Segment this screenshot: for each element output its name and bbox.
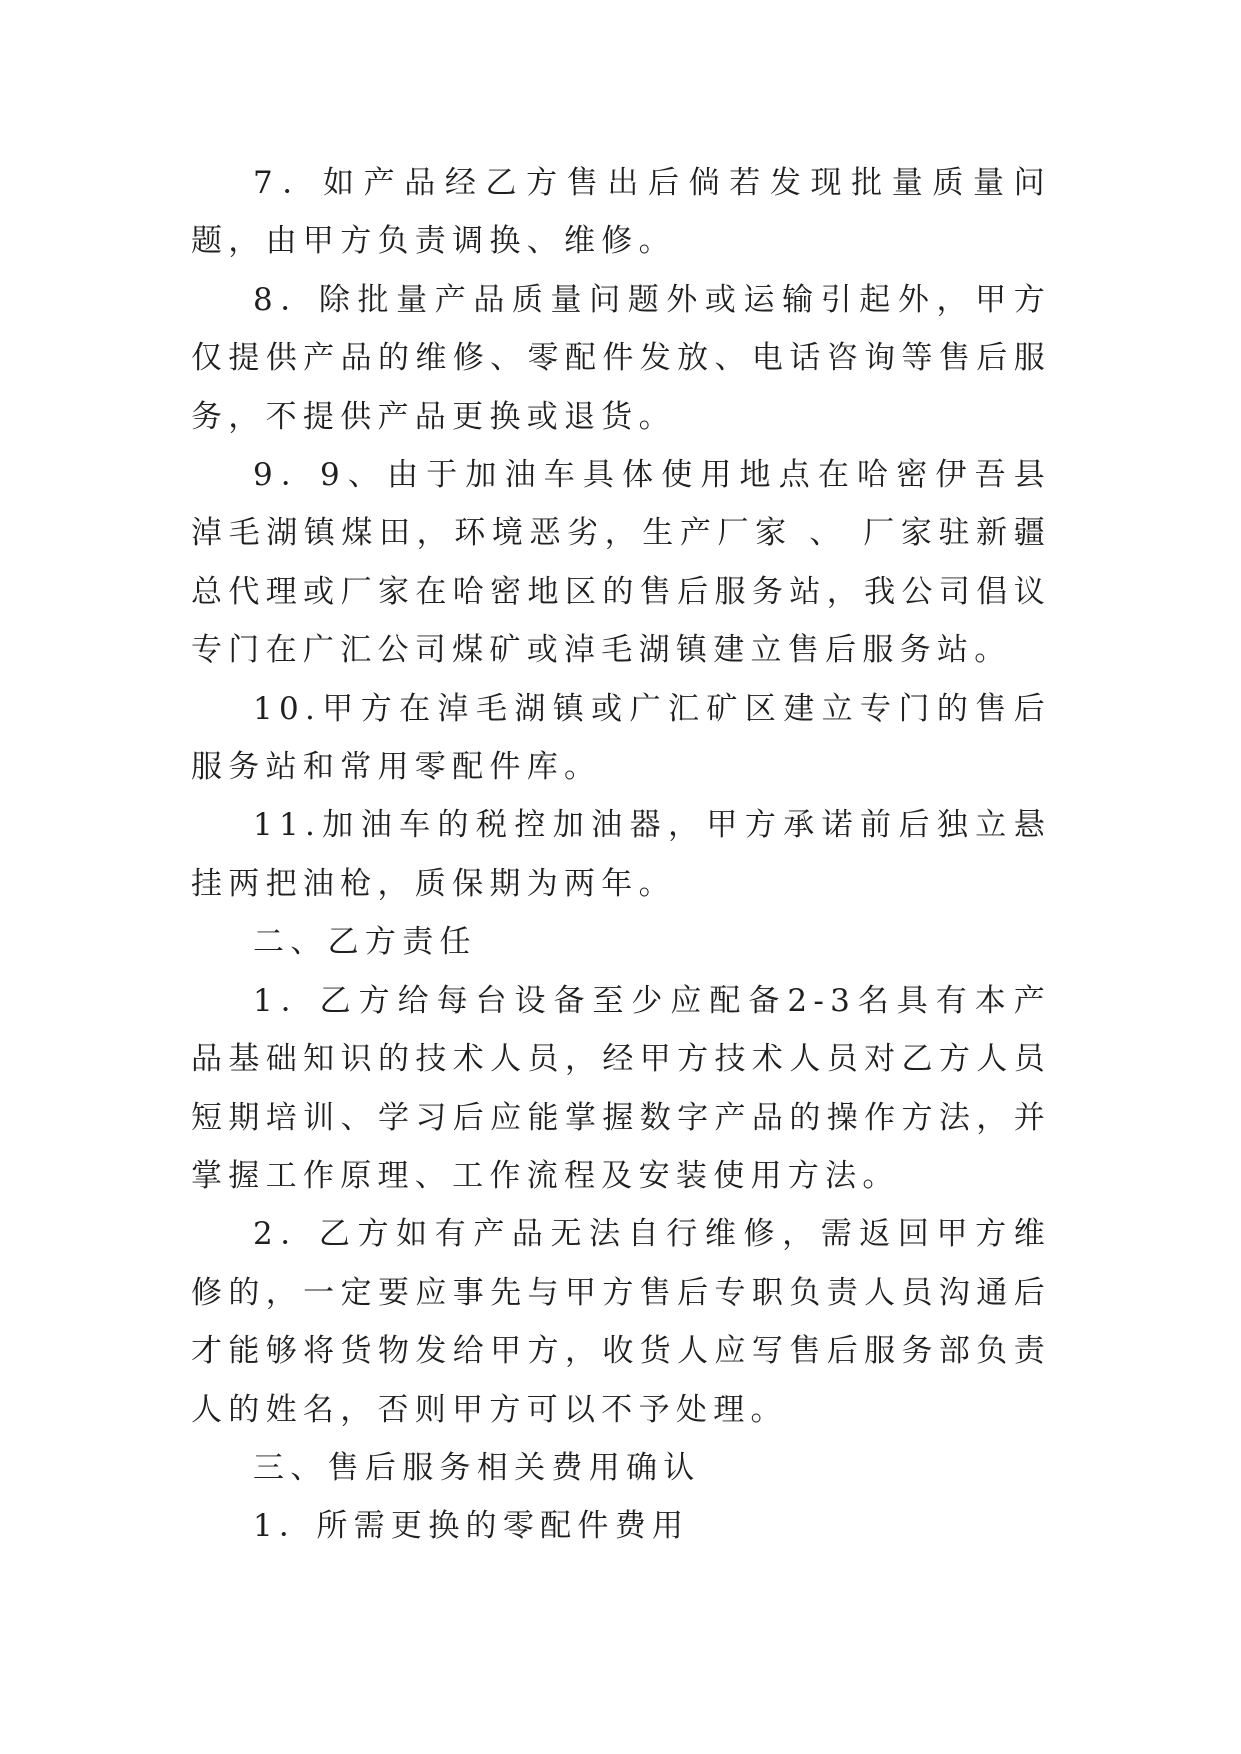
section-heading-party-b: 二、乙方责任	[253, 924, 477, 961]
party-b-clause-1: 1．乙方给每台设备至少应配备2-3名具有本产品基础知识的技术人员，经甲方技术人员对乙方人员短期培训、学习后应能掌握数字产品的操作方法，并掌握工作原理、工作流程及安装使用方法。	[191, 982, 1051, 1194]
document-body	[191, 154, 1051, 1556]
clause-10: 10.甲方在淖毛湖镇或广汇矿区建立专门的售后服务站和常用零配件库。	[191, 690, 1051, 786]
clause-8: 8．除批量产品质量问题外或运输引起外，甲方仅提供产品的维修、零配件发放、电话咨询等售后服务，不提供产品更换或退货。	[191, 281, 1051, 435]
clause-11: 11.加油车的税控加油器，甲方承诺前后独立悬挂两把油枪，质保期为两年。	[191, 807, 1051, 902]
section-heading-fees: 三、售后服务相关费用确认	[253, 1449, 701, 1486]
fees-clause-1: 1．所需更换的零配件费用	[253, 1508, 690, 1545]
party-b-clause-2: 2．乙方如有产品无法自行维修，需返回甲方维修的，一定要应事先与甲方售后专职负责人员沟通后才能够将货物发给甲方，收货人应写售后服务部负责人的姓名，否则甲方可以不予处理。	[191, 1216, 1051, 1428]
clause-7: 7．如产品经乙方售出后倘若发现批量质量问题，由甲方负责调换、维修。	[191, 165, 1051, 260]
clause-9: 9．9、由于加油车具体使用地点在哈密伊吾县淖毛湖镇煤田，环境恶劣，生产厂家 、 厂家驻新疆总代理或厂家在哈密地区的售后服务站，我公司倡议专门在广汇公司煤矿或淖毛湖镇建立售后服务站。	[191, 457, 1051, 669]
